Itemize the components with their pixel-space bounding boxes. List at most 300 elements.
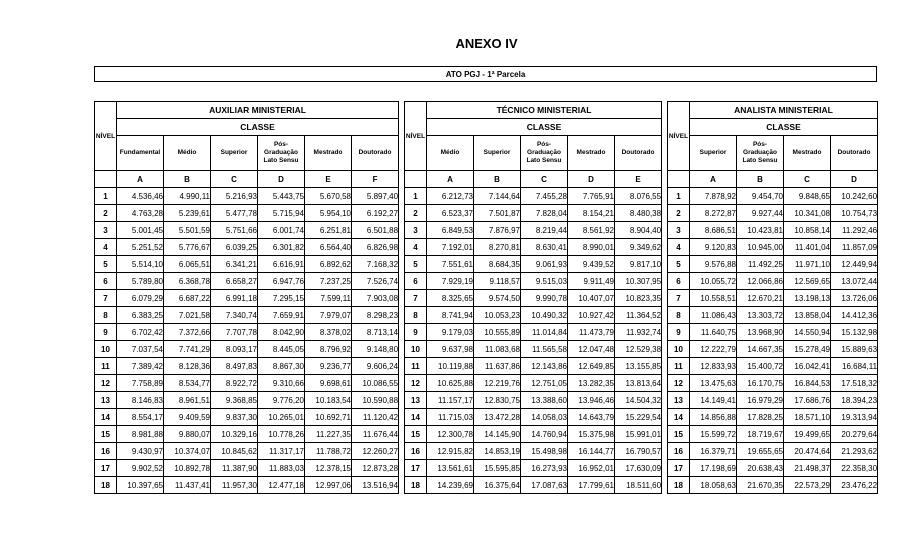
level-header: NÍVEL [405, 102, 427, 171]
salary-value: 10.329,16 [211, 426, 258, 443]
salary-value: 5.216,93 [211, 188, 258, 205]
salary-value: 9.061,93 [521, 256, 568, 273]
salary-value: 6.991,18 [211, 290, 258, 307]
salary-value: 7.237,25 [305, 273, 352, 290]
salary-value: 8.378,02 [305, 324, 352, 341]
salary-value: 6.849,53 [427, 222, 474, 239]
header-row-columns [668, 136, 878, 171]
salary-value: 13.968,90 [737, 324, 784, 341]
salary-value: 14.412,36 [831, 307, 878, 324]
letter-header-blank [405, 171, 427, 188]
salary-value: 13.726,06 [831, 290, 878, 307]
level-number: 7 [668, 290, 690, 307]
salary-value: 6.368,78 [164, 273, 211, 290]
salary-value: 8.298,23 [352, 307, 399, 324]
salary-value: 10.590,88 [352, 392, 399, 409]
table-row [405, 307, 662, 324]
salary-value: 14.239,69 [427, 477, 474, 494]
column-letter: E [305, 171, 352, 188]
salary-value: 16.790,57 [615, 443, 662, 460]
salary-value: 18.571,10 [784, 409, 831, 426]
column-letter: C [784, 171, 831, 188]
salary-value: 8.922,72 [211, 375, 258, 392]
salary-value: 12.378,15 [305, 460, 352, 477]
table-row [405, 324, 662, 341]
salary-value: 13.303,72 [737, 307, 784, 324]
group-title: TÉCNICO MINISTERIAL [427, 102, 662, 119]
salary-value: 11.227,35 [305, 426, 352, 443]
column-letter: C [521, 171, 568, 188]
level-number: 12 [95, 375, 117, 392]
salary-value: 8.146,83 [117, 392, 164, 409]
table-row [668, 205, 878, 222]
level-number: 5 [405, 256, 427, 273]
level-number: 4 [405, 239, 427, 256]
table-row [405, 290, 662, 307]
table-row [405, 239, 662, 256]
salary-value: 10.423,81 [737, 222, 784, 239]
salary-value: 14.145,90 [474, 426, 521, 443]
salary-value: 9.574,50 [474, 290, 521, 307]
salary-value: 20.638,43 [737, 460, 784, 477]
table-row [668, 375, 878, 392]
salary-value: 17.198,69 [690, 460, 737, 477]
table-row [668, 239, 878, 256]
salary-value: 5.751,66 [211, 222, 258, 239]
salary-value: 9.236,77 [305, 358, 352, 375]
salary-value: 9.179,03 [427, 324, 474, 341]
table-row [95, 290, 399, 307]
salary-value: 17.630,09 [615, 460, 662, 477]
salary-value: 17.087,63 [521, 477, 568, 494]
salary-value: 10.945,00 [737, 239, 784, 256]
salary-value: 13.516,94 [352, 477, 399, 494]
salary-value: 6.826,98 [352, 239, 399, 256]
salary-value: 17.828,25 [737, 409, 784, 426]
salary-value: 10.927,42 [568, 307, 615, 324]
table-row [668, 409, 878, 426]
salary-value: 22.358,30 [831, 460, 878, 477]
column-header: Fundamental [117, 136, 164, 171]
level-number: 2 [405, 205, 427, 222]
column-letter: A [117, 171, 164, 188]
salary-value: 12.219,76 [474, 375, 521, 392]
level-number: 15 [668, 426, 690, 443]
salary-value: 8.270,81 [474, 239, 521, 256]
salary-value: 7.876,97 [474, 222, 521, 239]
salary-value: 10.307,95 [615, 273, 662, 290]
table-row [95, 188, 399, 205]
table-row [95, 239, 399, 256]
salary-value: 7.599,11 [305, 290, 352, 307]
salary-value: 20.279,64 [831, 426, 878, 443]
column-header: Doutorado [352, 136, 399, 171]
salary-value: 6.341,21 [211, 256, 258, 273]
salary-value: 7.168,32 [352, 256, 399, 273]
level-number: 12 [405, 375, 427, 392]
table-row [95, 222, 399, 239]
table-row [405, 358, 662, 375]
salary-value: 9.880,07 [164, 426, 211, 443]
salary-value: 6.065,51 [164, 256, 211, 273]
salary-value: 19.655,65 [737, 443, 784, 460]
letter-header-blank [95, 171, 117, 188]
salary-value: 10.053,23 [474, 307, 521, 324]
salary-value: 10.055,72 [690, 273, 737, 290]
level-header: NÍVEL [95, 102, 117, 171]
salary-value: 5.239,61 [164, 205, 211, 222]
salary-value: 7.828,04 [521, 205, 568, 222]
salary-value: 12.670,21 [737, 290, 784, 307]
column-header: Pós- Graduação Lato Sensu [521, 136, 568, 171]
column-letter: A [427, 171, 474, 188]
salary-value: 15.889,63 [831, 341, 878, 358]
salary-value: 11.157,17 [427, 392, 474, 409]
salary-value: 7.340,74 [211, 307, 258, 324]
salary-value: 14.667,35 [737, 341, 784, 358]
classe-header: CLASSE [117, 119, 399, 136]
salary-value: 11.565,58 [521, 341, 568, 358]
table-row [95, 358, 399, 375]
document-subtitle: ATO PGJ - 1ª Parcela [94, 66, 877, 82]
salary-value: 5.514,10 [117, 256, 164, 273]
salary-value: 9.911,49 [568, 273, 615, 290]
table-row [405, 256, 662, 273]
salary-value: 15.375,98 [568, 426, 615, 443]
salary-value: 8.128,36 [164, 358, 211, 375]
salary-value: 6.564,40 [305, 239, 352, 256]
header-row-group [668, 102, 878, 119]
salary-value: 5.789,80 [117, 273, 164, 290]
salary-value: 7.501,87 [474, 205, 521, 222]
salary-value: 10.374,07 [164, 443, 211, 460]
salary-value: 9.118,57 [474, 273, 521, 290]
table-row [95, 273, 399, 290]
salary-value: 14.058,03 [521, 409, 568, 426]
table-row [95, 409, 399, 426]
table-row [668, 290, 878, 307]
salary-value: 7.295,15 [258, 290, 305, 307]
level-number: 3 [405, 222, 427, 239]
salary-value: 8.272,87 [690, 205, 737, 222]
table-row [95, 426, 399, 443]
column-letter: D [831, 171, 878, 188]
salary-value: 8.961,51 [164, 392, 211, 409]
salary-value: 13.858,04 [784, 307, 831, 324]
salary-value: 8.445,05 [258, 341, 305, 358]
salary-value: 16.684,11 [831, 358, 878, 375]
table-row [668, 477, 878, 494]
salary-value: 9.368,85 [211, 392, 258, 409]
level-number: 10 [405, 341, 427, 358]
salary-value: 11.932,74 [615, 324, 662, 341]
salary-value: 16.952,01 [568, 460, 615, 477]
salary-value: 9.310,66 [258, 375, 305, 392]
salary-value: 9.120,83 [690, 239, 737, 256]
salary-value: 9.848,65 [784, 188, 831, 205]
salary-value: 9.637,98 [427, 341, 474, 358]
header-row-letters [668, 171, 878, 188]
salary-value: 11.364,52 [615, 307, 662, 324]
salary-value: 6.501,88 [352, 222, 399, 239]
level-number: 15 [95, 426, 117, 443]
salary-value: 9.409,59 [164, 409, 211, 426]
column-header: Superior [690, 136, 737, 171]
table-row [668, 341, 878, 358]
salary-value: 15.599,72 [690, 426, 737, 443]
salary-value: 9.454,70 [737, 188, 784, 205]
level-number: 3 [95, 222, 117, 239]
salary-value: 11.857,09 [831, 239, 878, 256]
salary-value: 12.751,05 [521, 375, 568, 392]
salary-value: 16.379,71 [690, 443, 737, 460]
salary-value: 7.389,42 [117, 358, 164, 375]
salary-value: 10.397,65 [117, 477, 164, 494]
level-number: 14 [95, 409, 117, 426]
salary-value: 11.120,42 [352, 409, 399, 426]
salary-value: 15.132,98 [831, 324, 878, 341]
salary-value: 12.833,93 [690, 358, 737, 375]
salary-value: 11.883,03 [258, 460, 305, 477]
page-title: ANEXO IV [455, 36, 518, 51]
salary-value: 8.981,88 [117, 426, 164, 443]
salary-value: 8.554,17 [117, 409, 164, 426]
salary-value: 5.954,10 [305, 205, 352, 222]
salary-value: 7.758,89 [117, 375, 164, 392]
salary-value: 5.670,58 [305, 188, 352, 205]
salary-value: 11.473,79 [568, 324, 615, 341]
salary-value: 22.573,29 [784, 477, 831, 494]
salary-value: 11.715,03 [427, 409, 474, 426]
table-row [95, 477, 399, 494]
salary-value: 18.058,63 [690, 477, 737, 494]
salary-value: 10.778,26 [258, 426, 305, 443]
table-row [95, 443, 399, 460]
salary-value: 15.278,49 [784, 341, 831, 358]
header-row-classe [95, 119, 399, 136]
table-row [95, 307, 399, 324]
salary-value: 16.979,29 [737, 392, 784, 409]
table-row [405, 426, 662, 443]
level-number: 9 [668, 324, 690, 341]
salary-value: 21.498,37 [784, 460, 831, 477]
salary-value: 10.858,14 [784, 222, 831, 239]
level-number: 11 [95, 358, 117, 375]
header-row-letters [405, 171, 662, 188]
salary-value: 15.498,98 [521, 443, 568, 460]
column-letter: D [258, 171, 305, 188]
salary-value: 4.990,11 [164, 188, 211, 205]
level-number: 13 [405, 392, 427, 409]
salary-value: 12.143,86 [521, 358, 568, 375]
salary-value: 9.606,24 [352, 358, 399, 375]
salary-value: 7.551,61 [427, 256, 474, 273]
level-number: 17 [405, 460, 427, 477]
level-number: 15 [405, 426, 427, 443]
level-number: 11 [405, 358, 427, 375]
salary-value: 9.990,78 [521, 290, 568, 307]
salary-value: 13.198,13 [784, 290, 831, 307]
salary-value: 12.477,18 [258, 477, 305, 494]
column-letter: A [690, 171, 737, 188]
header-row-columns [95, 136, 399, 171]
salary-value: 7.903,08 [352, 290, 399, 307]
header-row-letters [95, 171, 399, 188]
salary-value: 10.823,35 [615, 290, 662, 307]
salary-value: 5.443,75 [258, 188, 305, 205]
level-number: 12 [668, 375, 690, 392]
salary-value: 8.042,90 [258, 324, 305, 341]
salary-value: 12.449,94 [831, 256, 878, 273]
salary-value: 8.154,21 [568, 205, 615, 222]
salary-value: 11.437,41 [164, 477, 211, 494]
salary-value: 13.813,64 [615, 375, 662, 392]
salary-value: 7.979,07 [305, 307, 352, 324]
column-letter: D [568, 171, 615, 188]
salary-value: 7.878,92 [690, 188, 737, 205]
salary-value: 8.480,38 [615, 205, 662, 222]
salary-value: 7.741,29 [164, 341, 211, 358]
table-row [405, 341, 662, 358]
level-number: 6 [405, 273, 427, 290]
level-number: 1 [405, 188, 427, 205]
salary-value: 9.515,03 [521, 273, 568, 290]
salary-value: 10.242,60 [831, 188, 878, 205]
salary-value: 8.904,40 [615, 222, 662, 239]
salary-value: 18.394,23 [831, 392, 878, 409]
salary-value: 6.383,25 [117, 307, 164, 324]
salary-value: 8.325,65 [427, 290, 474, 307]
salary-value: 14.853,19 [474, 443, 521, 460]
table-analista [667, 101, 878, 494]
salary-value: 12.649,85 [568, 358, 615, 375]
column-header: Superior [474, 136, 521, 171]
salary-value: 9.927,44 [737, 205, 784, 222]
salary-value: 10.265,01 [258, 409, 305, 426]
salary-value: 13.155,85 [615, 358, 662, 375]
salary-value: 8.713,14 [352, 324, 399, 341]
salary-value: 16.375,64 [474, 477, 521, 494]
salary-value: 11.637,86 [474, 358, 521, 375]
salary-value: 5.715,94 [258, 205, 305, 222]
salary-value: 7.929,19 [427, 273, 474, 290]
table-row [405, 375, 662, 392]
salary-value: 13.388,60 [521, 392, 568, 409]
salary-value: 6.301,82 [258, 239, 305, 256]
salary-value: 11.401,04 [784, 239, 831, 256]
salary-value: 8.796,92 [305, 341, 352, 358]
level-number: 13 [668, 392, 690, 409]
salary-value: 16.170,75 [737, 375, 784, 392]
column-letter: C [211, 171, 258, 188]
salary-value: 10.119,88 [427, 358, 474, 375]
column-letter: B [474, 171, 521, 188]
salary-value: 5.251,52 [117, 239, 164, 256]
classe-header: CLASSE [427, 119, 662, 136]
salary-value: 10.341,08 [784, 205, 831, 222]
level-number: 1 [95, 188, 117, 205]
salary-value: 6.079,29 [117, 290, 164, 307]
column-header: Superior [211, 136, 258, 171]
level-number: 5 [95, 256, 117, 273]
header-row-classe [405, 119, 662, 136]
salary-value: 9.837,30 [211, 409, 258, 426]
salary-value: 9.776,20 [258, 392, 305, 409]
level-number: 10 [668, 341, 690, 358]
salary-value: 6.251,81 [305, 222, 352, 239]
salary-value: 16.144,77 [568, 443, 615, 460]
level-number: 18 [668, 477, 690, 494]
table-auxiliar [94, 101, 399, 494]
group-title: ANALISTA MINISTERIAL [690, 102, 878, 119]
salary-value: 15.229,54 [615, 409, 662, 426]
level-number: 17 [95, 460, 117, 477]
salary-value: 8.534,77 [164, 375, 211, 392]
salary-value: 13.475,63 [690, 375, 737, 392]
table-row [95, 392, 399, 409]
salary-value: 10.183,54 [305, 392, 352, 409]
table-row [95, 205, 399, 222]
column-letter: F [352, 171, 399, 188]
salary-value: 23.476,22 [831, 477, 878, 494]
salary-value: 8.684,35 [474, 256, 521, 273]
salary-value: 7.372,66 [164, 324, 211, 341]
salary-value: 11.317,17 [258, 443, 305, 460]
level-number: 14 [405, 409, 427, 426]
table-row [668, 307, 878, 324]
column-letter: E [615, 171, 662, 188]
salary-value: 6.892,62 [305, 256, 352, 273]
level-number: 16 [95, 443, 117, 460]
table-row [405, 392, 662, 409]
level-number: 14 [668, 409, 690, 426]
table-row [668, 273, 878, 290]
salary-value: 8.561,92 [568, 222, 615, 239]
column-header: Pós- Graduação Lato Sensu [258, 136, 305, 171]
salary-value: 12.569,65 [784, 273, 831, 290]
salary-value: 6.687,22 [164, 290, 211, 307]
salary-value: 20.474,64 [784, 443, 831, 460]
level-number: 4 [95, 239, 117, 256]
salary-value: 9.698,61 [305, 375, 352, 392]
salary-value: 9.817,10 [615, 256, 662, 273]
salary-value: 7.765,91 [568, 188, 615, 205]
table-row [405, 460, 662, 477]
level-number: 10 [95, 341, 117, 358]
salary-value: 9.148,80 [352, 341, 399, 358]
column-header: Mestrado [784, 136, 831, 171]
salary-value: 10.754,73 [831, 205, 878, 222]
table-row [668, 222, 878, 239]
table-tecnico [404, 101, 662, 494]
salary-value: 12.997,06 [305, 477, 352, 494]
salary-value: 8.741,94 [427, 307, 474, 324]
salary-value: 10.086,55 [352, 375, 399, 392]
column-header: Médio [164, 136, 211, 171]
header-row-group [95, 102, 399, 119]
column-letter: B [737, 171, 784, 188]
salary-value: 10.558,51 [690, 290, 737, 307]
salary-value: 12.529,38 [615, 341, 662, 358]
table-row [668, 426, 878, 443]
level-number: 8 [95, 307, 117, 324]
salary-value: 13.472,28 [474, 409, 521, 426]
salary-value: 14.504,32 [615, 392, 662, 409]
salary-value: 4.536,46 [117, 188, 164, 205]
salary-value: 10.892,78 [164, 460, 211, 477]
salary-value: 5.897,40 [352, 188, 399, 205]
table-row [405, 222, 662, 239]
